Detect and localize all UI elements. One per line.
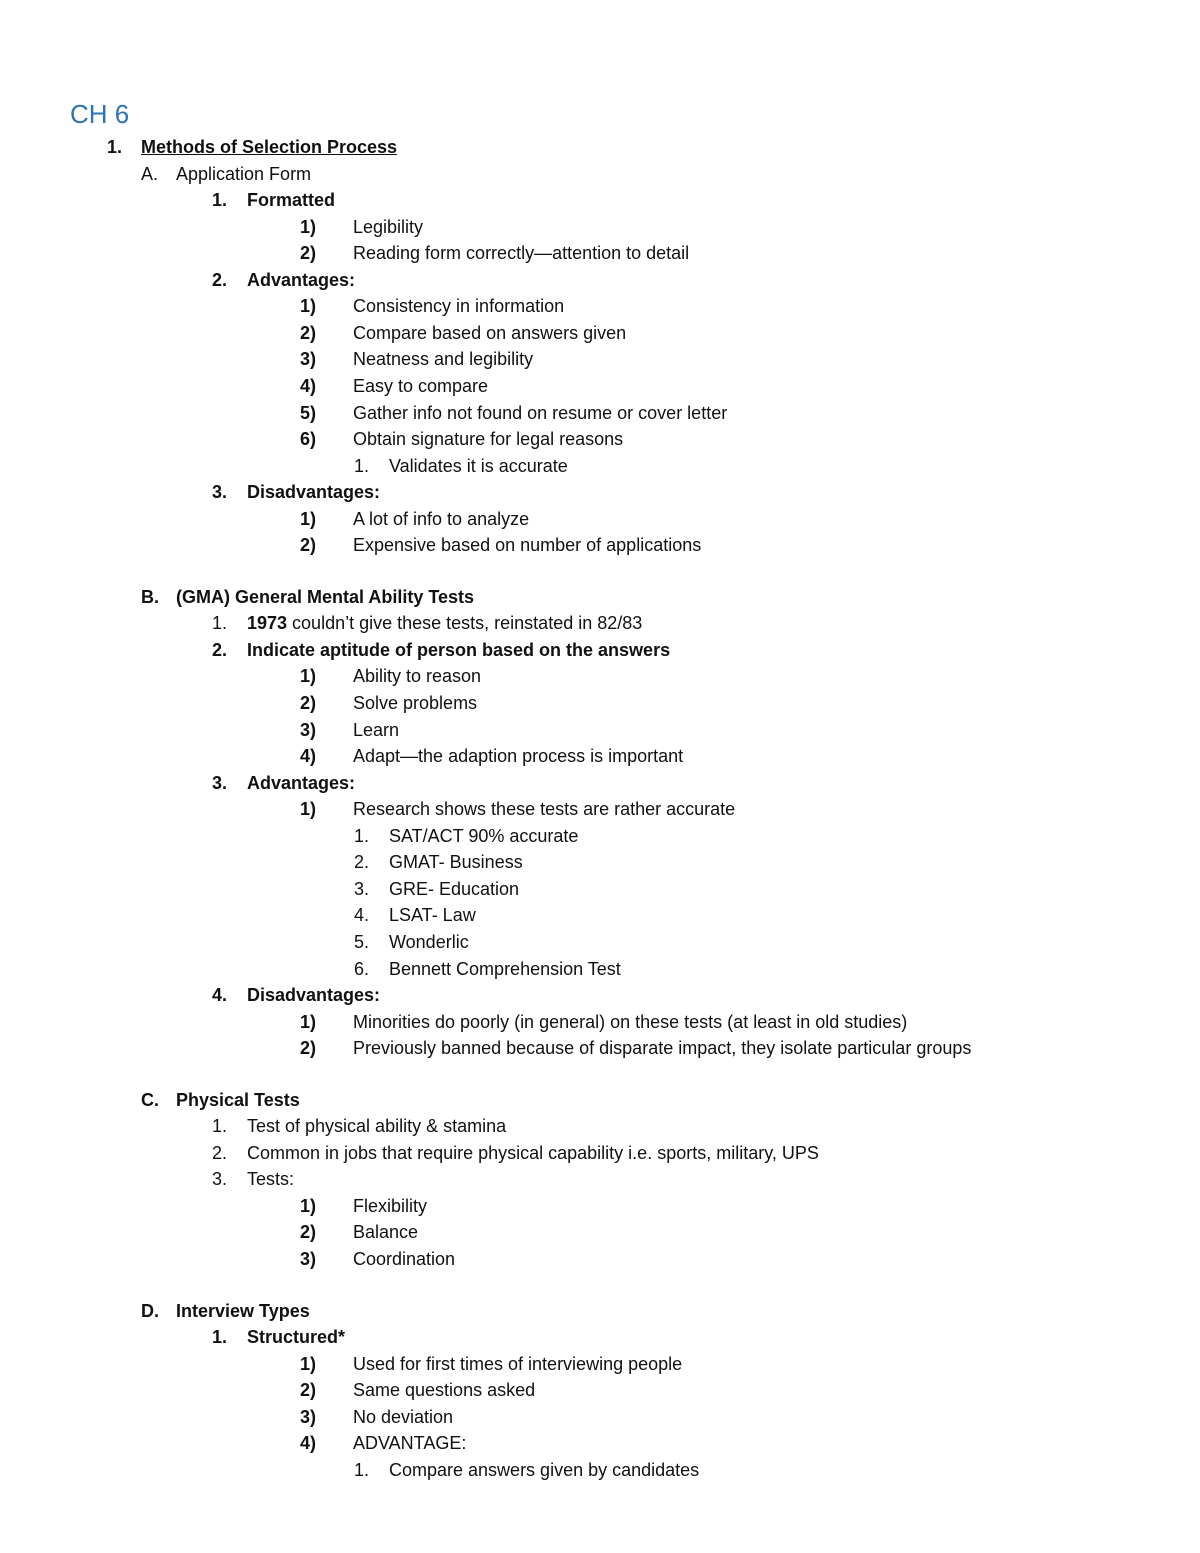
item-marker: 3)	[300, 719, 317, 740]
item-text: Flexibility	[353, 1195, 428, 1216]
item-text: ADVANTAGE:	[353, 1433, 467, 1454]
item-marker: B.	[141, 586, 159, 607]
item-marker: 3)	[300, 1249, 317, 1269]
item-marker: 2)	[300, 535, 317, 556]
item-marker: 1)	[300, 799, 317, 820]
item-text: Expensive based on number of applications	[353, 535, 702, 556]
item-marker: 2.	[212, 269, 228, 290]
item-marker: 1)	[300, 296, 317, 317]
item-marker: 1.	[212, 613, 228, 634]
item-marker: 1.	[354, 825, 370, 846]
item-text: Physical Tests	[176, 1089, 300, 1110]
item-marker: 2)	[300, 243, 317, 264]
item-marker: 3.	[354, 878, 370, 899]
item-text: Test of physical ability & stamina	[247, 1116, 507, 1137]
item-text: Tests:	[247, 1169, 295, 1190]
item-marker: 3.	[212, 482, 228, 503]
item-text: Structured*	[247, 1327, 346, 1348]
item-text: Learn	[353, 719, 400, 740]
item-marker: 5.	[354, 931, 370, 952]
item-text: Adapt—the adaption process is important	[353, 746, 684, 767]
item-marker: A.	[141, 163, 159, 184]
item-text: Coordination	[353, 1249, 456, 1269]
item-marker: 1.	[212, 190, 228, 211]
item-marker: 4.	[354, 905, 370, 926]
item-marker: 2)	[300, 1380, 317, 1401]
item-text: Used for first times of interviewing people	[353, 1353, 683, 1374]
item-marker: 1.	[212, 1327, 228, 1348]
item-text: Neatness and legibility	[353, 349, 534, 370]
chapter-heading: CH 6	[70, 99, 130, 129]
item-text: Disadvantages:	[247, 985, 381, 1006]
item-marker: 3)	[300, 1406, 317, 1427]
item-text: SAT/ACT 90% accurate	[389, 825, 579, 846]
item-marker: 3.	[212, 772, 228, 793]
item-marker: 5)	[300, 402, 317, 423]
item-marker: 1)	[300, 1195, 317, 1216]
item-text: No deviation	[353, 1406, 454, 1427]
item-text: Methods of Selection Process	[141, 137, 398, 157]
item-text: Ability to reason	[353, 666, 482, 687]
item-marker: 1.	[107, 137, 123, 157]
item-marker: 1)	[300, 1353, 317, 1374]
item-text: Validates it is accurate	[389, 455, 568, 476]
item-marker: 1.	[354, 455, 370, 476]
item-marker: 2)	[300, 1038, 317, 1059]
item-marker: 4)	[300, 746, 317, 767]
item-marker: 2.	[212, 1142, 228, 1163]
item-marker: 1)	[300, 508, 317, 529]
item-marker: 2)	[300, 693, 317, 713]
item-text: Research shows these tests are rather accurate	[353, 799, 736, 820]
item-marker: 3.	[212, 1169, 228, 1190]
item-text: Obtain signature for legal reasons	[353, 429, 624, 450]
item-marker: 6.	[354, 958, 370, 979]
item-marker: 4)	[300, 375, 317, 396]
item-text: Formatted	[247, 190, 336, 211]
item-text: Minorities do poorly (in general) on these tests (at least in old studies)	[353, 1011, 908, 1032]
item-marker: 1.	[212, 1116, 228, 1137]
item-text: Reading form correctly—attention to detail	[353, 243, 690, 264]
item-text: Balance	[353, 1222, 419, 1243]
item-marker: 6)	[300, 429, 317, 450]
item-text: 1973 couldn’t give these tests, reinstated in 82/83	[247, 613, 643, 634]
item-text: Legibility	[353, 216, 424, 237]
item-text: Bennett Comprehension Test	[389, 958, 621, 979]
item-text: Easy to compare	[353, 375, 489, 396]
item-text: Application Form	[176, 163, 312, 184]
item-marker: 1.	[354, 1459, 370, 1480]
item-marker: 1)	[300, 216, 317, 237]
item-marker: 1)	[300, 1011, 317, 1032]
item-text: Disadvantages:	[247, 482, 381, 503]
item-text: Consistency in information	[353, 296, 565, 317]
item-marker: 2)	[300, 1222, 317, 1243]
item-text: GMAT- Business	[389, 852, 523, 873]
item-text: Solve problems	[353, 693, 478, 713]
item-text: Gather info not found on resume or cover letter	[353, 402, 728, 423]
item-text: Advantages:	[247, 772, 356, 793]
item-marker: 4.	[212, 985, 228, 1006]
item-text: Common in jobs that require physical capability i.e. sports, military, UPS	[247, 1142, 819, 1163]
item-text: Compare based on answers given	[353, 322, 627, 343]
item-marker: 2.	[212, 639, 228, 660]
item-marker: 2)	[300, 322, 317, 343]
item-text: Indicate aptitude of person based on the answers	[247, 639, 671, 660]
item-marker: 3)	[300, 349, 317, 370]
item-marker: 4)	[300, 1433, 317, 1454]
item-text: LSAT- Law	[389, 905, 476, 926]
item-text: Same questions asked	[353, 1380, 536, 1401]
item-text: (GMA) General Mental Ability Tests	[176, 586, 475, 607]
item-marker: D.	[141, 1300, 159, 1321]
item-text: Previously banned because of disparate impact, they isolate particular groups	[353, 1038, 972, 1059]
item-text: Interview Types	[176, 1300, 310, 1321]
item-text: Compare answers given by candidates	[389, 1459, 700, 1480]
item-text: A lot of info to analyze	[353, 508, 530, 529]
item-marker: C.	[141, 1089, 159, 1110]
item-text: Advantages:	[247, 269, 356, 290]
item-marker: 2.	[354, 852, 370, 873]
item-text: GRE- Education	[389, 878, 520, 899]
item-text: Wonderlic	[389, 931, 469, 952]
item-marker: 1)	[300, 666, 317, 687]
